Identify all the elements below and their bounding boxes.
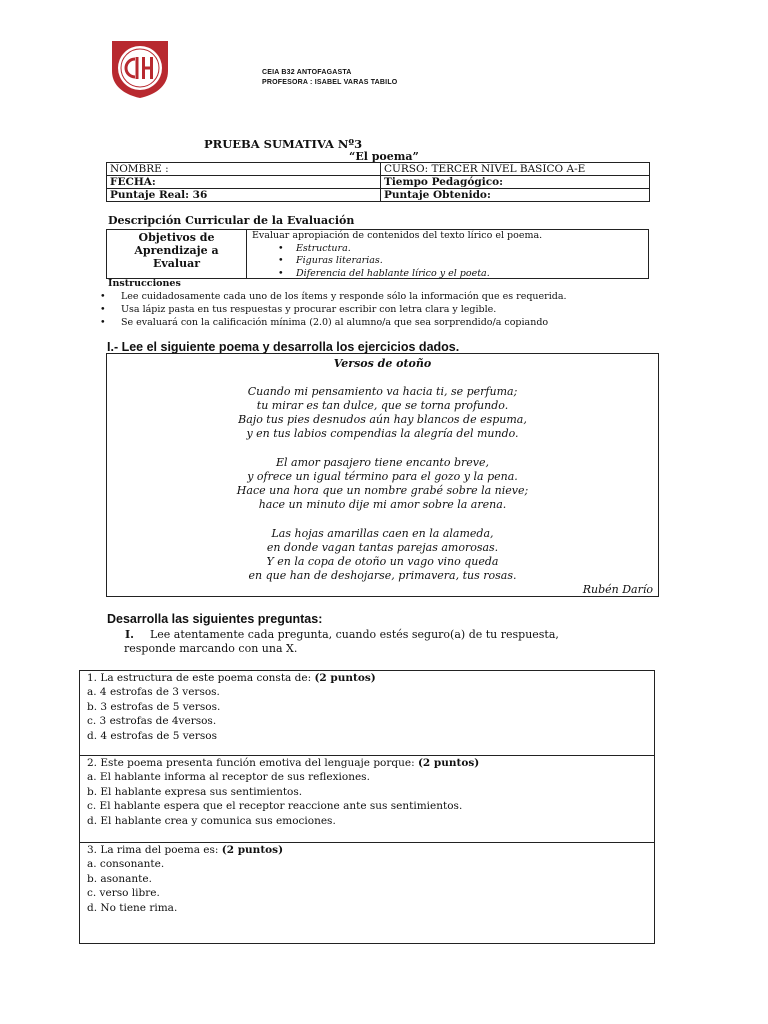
description-box [106,229,649,279]
question-stem [87,671,654,685]
roman-numeral: I. [125,628,134,641]
poem-verse: en donde vagan tantas parejas amorosas. [266,541,499,554]
table-row [107,163,650,176]
objectives-intro: Evaluar apropiación de contenidos del texto lírico el poema. [252,230,543,241]
question-text: 2. Este poema presenta función emotiva del lenguaje porque: [87,757,418,769]
poem-verse: Cuando mi pensamiento va hacia ti, se perfuma; [247,385,518,398]
school-info [262,68,397,88]
time-field[interactable]: Tiempo Pedagógico: [381,176,650,189]
poem-author: Rubén Darío [582,583,653,596]
course-field: CURSO: TERCER NIVEL BASICO A-E [381,163,650,176]
answer-option[interactable]: c. El hablante espera que el receptor reaccione ante sus sentimientos. [87,800,463,813]
obtained-score-field[interactable]: Puntaje Obtenido: [381,189,650,202]
poem-verse: tu mirar es tan dulce, que se torna profundo. [256,399,509,412]
question-2 [79,756,655,843]
answer-option[interactable]: d. No tiene rima. [87,901,178,914]
school-logo [108,37,172,99]
instruction-text: Lee atentamente cada pregunta, cuando estés seguro(a) de tu respuesta, [149,628,559,641]
question-text: 1. La estructura de este poema consta de: [87,672,315,684]
question-1 [79,670,655,756]
answer-option[interactable]: a. 4 estrofas de 3 versos. [87,686,220,699]
answer-option[interactable]: a. consonante. [87,858,165,871]
question-points: (2 puntos) [314,672,376,684]
teacher-name: PROFESORA : ISABEL VARAS TABILO [262,79,398,86]
question-points: (2 puntos) [221,844,284,856]
list-item: • Diferencia del hablante lírico y el poeta. [296,268,542,281]
poem-verse: y ofrece un igual término para el gozo y la pena. [247,470,518,483]
section-title: I.- Lee el siguiente poema y desarrolla los ejercicios dados. [107,340,460,354]
question-text: 3. La rima del poema es: [87,844,222,856]
answer-option[interactable]: a. El hablante informa al receptor de sus reflexiones. [87,771,370,784]
question-stem [87,756,654,770]
objectives-label-line: Evaluar [152,257,200,270]
real-score-field: Puntaje Real: 36 [107,189,381,202]
answer-option[interactable]: d. 4 estrofas de 5 versos [87,729,218,742]
poem-stanza [107,385,658,441]
list-item: • Usa lápiz pasta en tus respuestas y procurar escribir con letra clara y legible. [100,303,567,316]
question-points: (2 puntos) [417,757,480,769]
objectives-label [107,230,247,278]
poem-verse: Bajo tus pies desnudos aún hay blancos de espuma, [238,413,527,426]
answer-option[interactable]: c. 3 estrofas de 4versos. [87,715,217,728]
description-title: Descripción Curricular de la Evaluación [108,214,355,227]
instructions-list [100,290,567,329]
list-item: • Lee cuidadosamente cada uno de los ítems y responde sólo la información que es requerida. [100,290,567,303]
answer-option[interactable]: b. El hablante expresa sus sentimientos. [87,785,303,798]
questions-section-title: Desarrolla las siguientes preguntas: [107,612,323,626]
name-field[interactable]: NOMBRE : [107,163,381,176]
list-item: • Se evaluará con la calificación mínima (2.0) al alumno/a que sea sorprendido/a copiando [100,316,567,329]
instruction-text: responde marcando con una X. [124,642,298,655]
poem-verse: y en tus labios compendias la alegría del mundo. [246,427,519,440]
exam-title: PRUEBA SUMATIVA Nº3 [204,137,363,151]
exam-subtitle: “El poema” [349,150,419,163]
poem-stanza [107,456,658,512]
answer-option[interactable]: b. 3 estrofas de 5 versos. [87,700,221,713]
objectives-content [252,230,542,280]
poem-verse: Hace una hora que un nombre grabé sobre la nieve; [236,484,529,497]
questions-instruction [124,628,624,656]
poem-box [106,353,659,597]
list-item: • Estructura. [296,243,542,256]
poem-verse: Las hojas amarillas caen en la alameda, [271,527,494,540]
table-row [107,189,650,202]
list-item: • Figuras literarias. [296,255,542,268]
objectives-list [252,243,542,281]
poem-verse: Y en la copa de otoño un vago vino queda [266,555,499,568]
poem-stanza [107,527,658,583]
answer-option[interactable]: b. asonante. [87,872,152,885]
poem-title: Versos de otoño [333,357,432,370]
student-info-table [106,162,650,202]
school-name: CEIA B32 ANTOFAGASTA [262,69,352,76]
date-field[interactable]: FECHA: [107,176,381,189]
objectives-label-line: Aprendizaje a [134,244,219,257]
poem-verse: El amor pasajero tiene encanto breve, [275,456,490,469]
poem-verse: en que han de deshojarse, primavera, tus rosas. [248,569,517,582]
answer-option[interactable]: c. verso libre. [87,887,160,900]
question-3 [79,843,655,944]
instructions-title: Instrucciones [108,278,181,289]
poem-verse: hace un minuto dije mi amor sobre la arena. [258,498,507,511]
objectives-label-line: Objetivos de [138,231,215,244]
table-row [107,176,650,189]
question-stem [87,843,654,857]
answer-option[interactable]: d. El hablante crea y comunica sus emociones. [87,814,336,827]
